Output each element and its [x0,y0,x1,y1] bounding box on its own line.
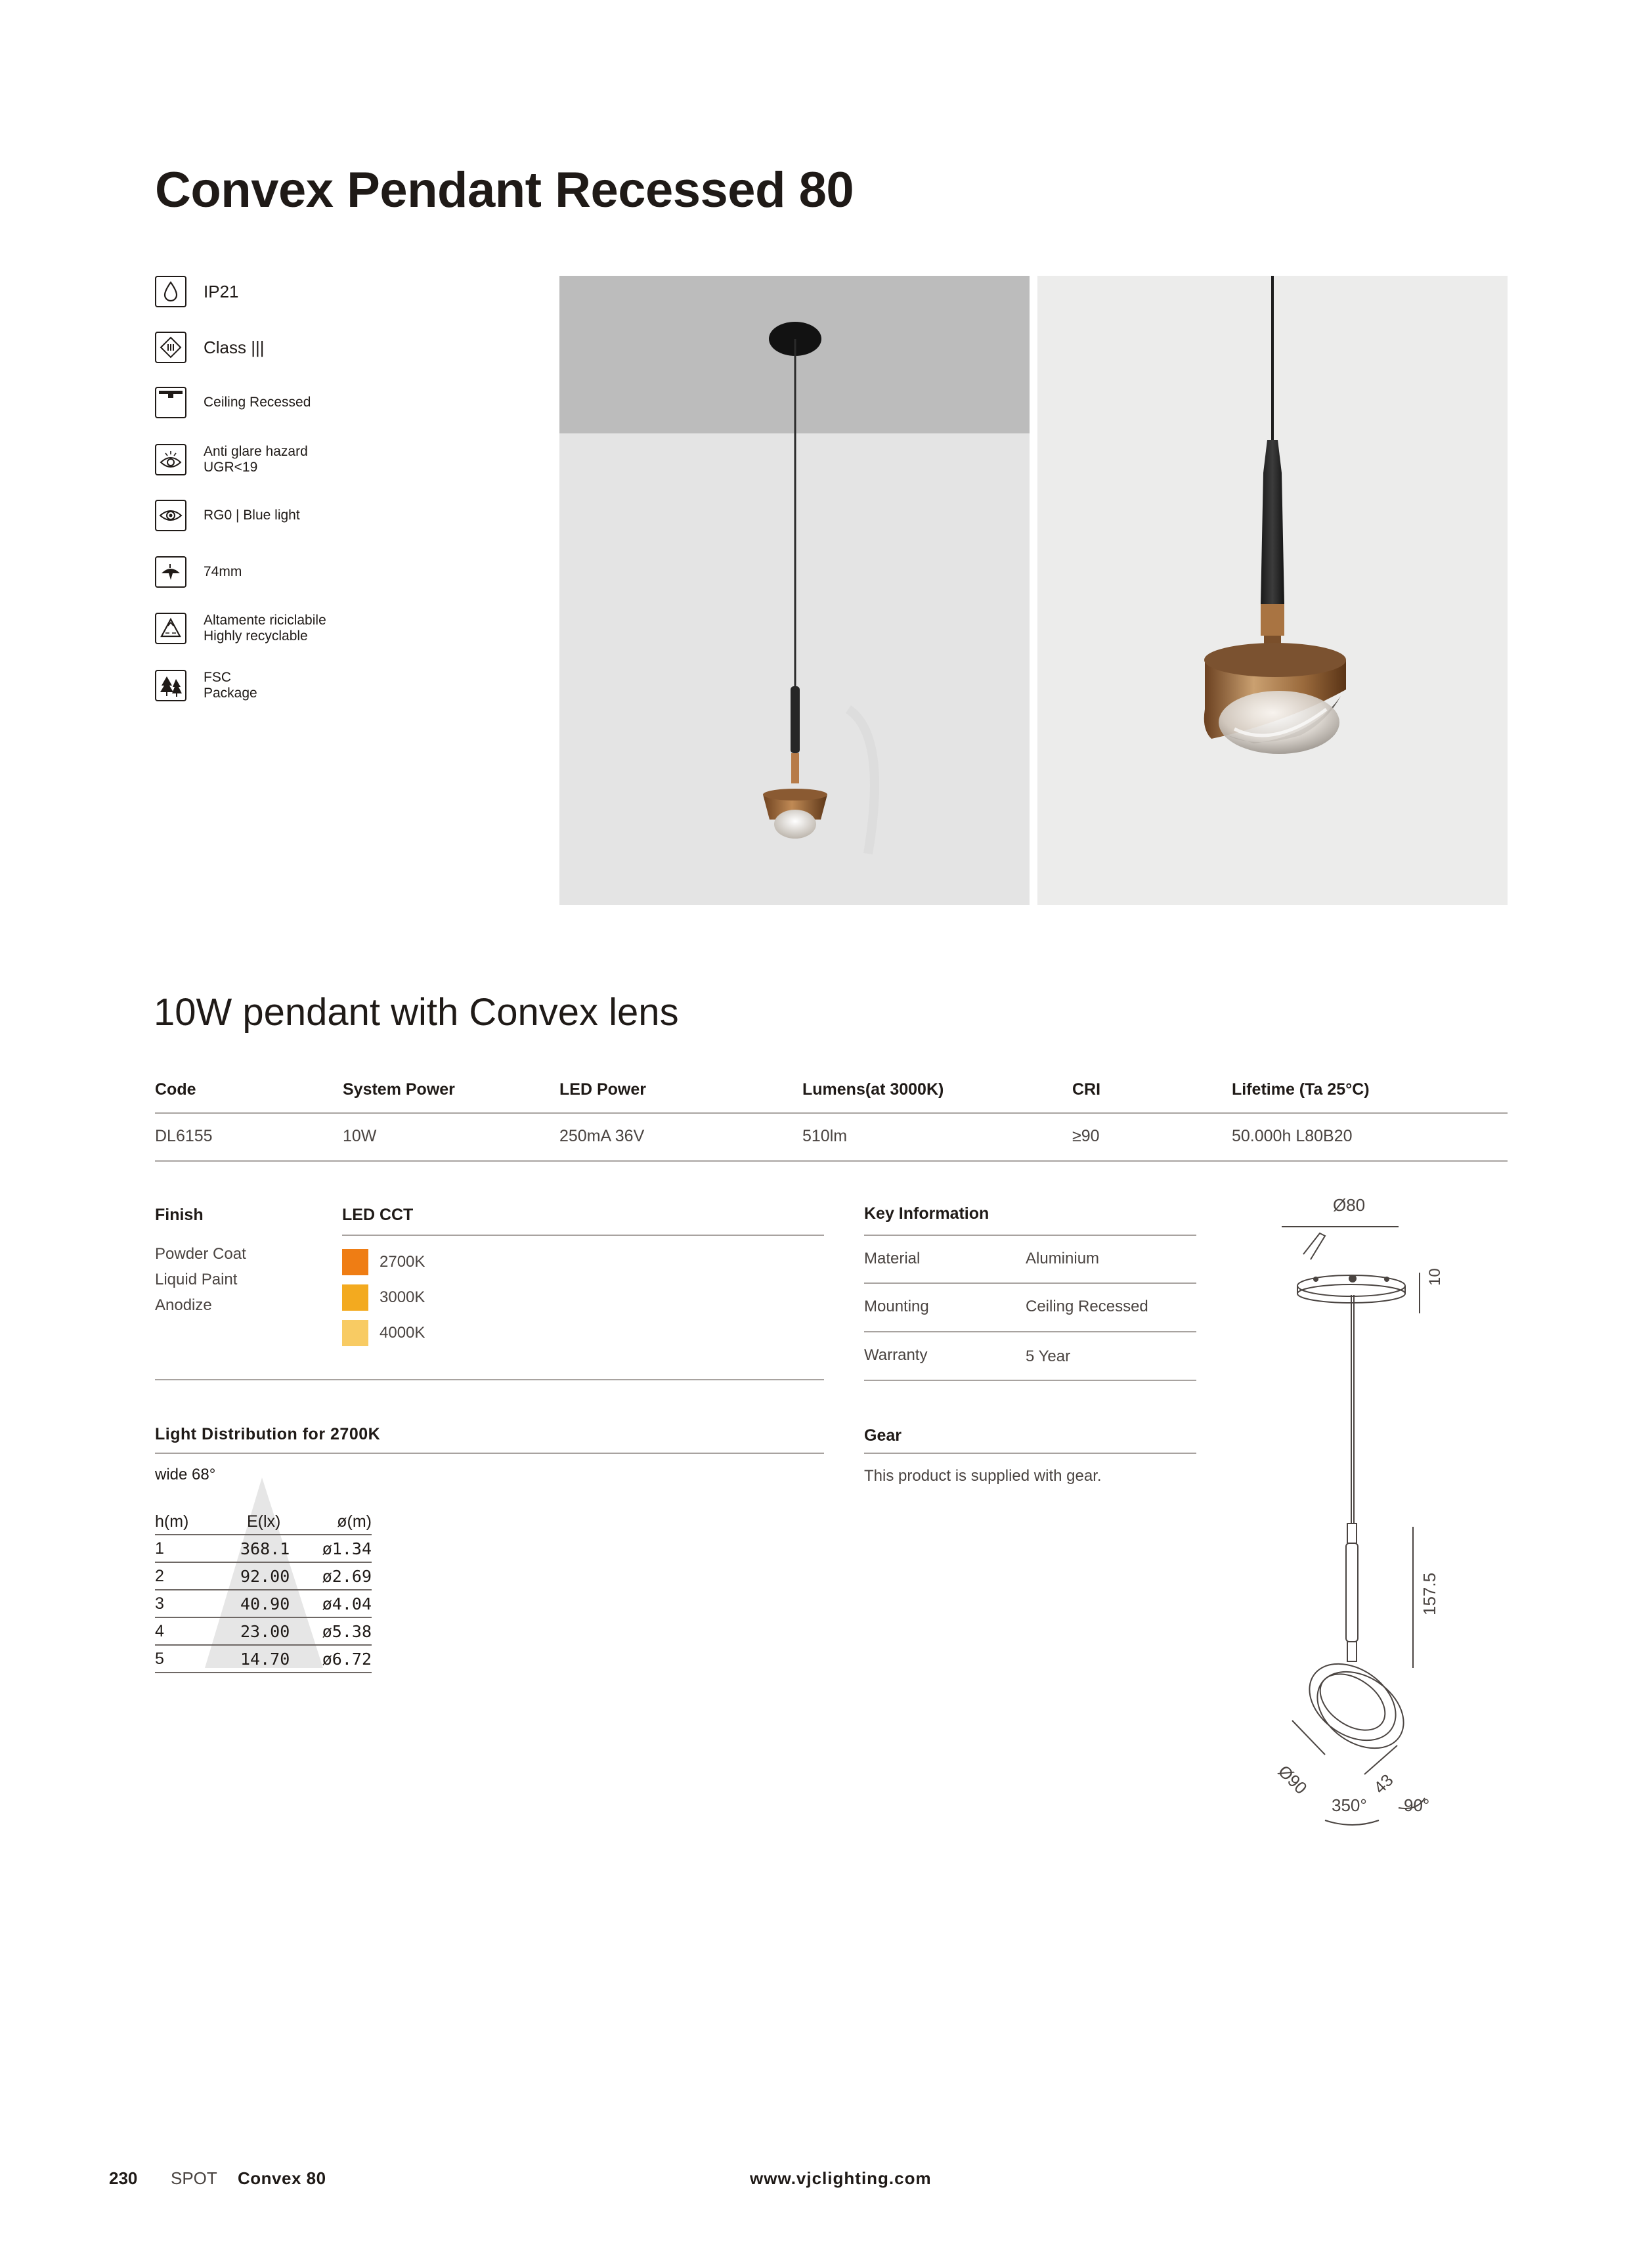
key-info-label: Warranty [864,1346,928,1364]
feature-blue-light [155,497,523,534]
divider [864,1331,1196,1332]
dimension-head-depth: 43 [1370,1770,1397,1798]
table-row [155,1644,372,1672]
illuminance-value: 92.00 [240,1567,290,1586]
height-value: 5 [155,1650,164,1668]
height-value: 3 [155,1594,164,1613]
beam-angle: wide 68° [155,1466,216,1483]
dimension-length: 157.5 [1420,1572,1439,1615]
product-photo-installed [559,276,1030,905]
beam-icon [155,556,186,588]
led-cct-heading: LED CCT [342,1206,414,1224]
table-cell: 10W [343,1127,377,1145]
column-header: h(m) [155,1512,189,1531]
eye-icon [155,500,186,531]
water-drop-icon [155,276,186,307]
key-info-value: Aluminium [1026,1250,1100,1267]
dimension-head-diameter: Ø90 [1274,1761,1311,1798]
diameter-value: ø2.69 [322,1567,372,1586]
table-row [155,1589,372,1617]
finish-item: Liquid Paint [155,1271,238,1288]
column-header: LED Power [559,1080,646,1099]
table-cell: 50.000h L80B20 [1232,1127,1353,1145]
divider [864,1380,1196,1381]
dimension-canopy-height: 10 [1426,1268,1444,1286]
column-header: ø(m) [337,1512,372,1531]
divider [155,1112,1508,1114]
light-distribution-header [155,1507,372,1535]
feature-recyclable [155,610,523,647]
divider [342,1235,824,1236]
feature-label: Altamente riciclabile [204,613,326,628]
illuminance-value: 368.1 [240,1539,290,1558]
feature-class [155,329,523,366]
footer-category: SPOT [171,2168,217,2188]
light-distribution-heading: Light Distribution for 2700K [155,1425,381,1443]
key-info-value: 5 Year [1026,1348,1071,1365]
finish-item: Powder Coat [155,1245,246,1263]
diameter-value: ø6.72 [322,1650,372,1669]
recycle-icon [155,613,186,644]
divider [155,1160,1508,1162]
feature-label: FSC [204,670,231,685]
diameter-value: ø4.04 [322,1594,372,1613]
feature-label: Anti glare hazard [204,444,308,459]
divider [864,1282,1196,1284]
table-cell: ≥90 [1072,1127,1100,1145]
divider [864,1235,1196,1236]
key-info-heading: Key Information [864,1204,989,1223]
table-cell: 250mA 36V [559,1127,645,1145]
page-number: 230 [109,2168,138,2188]
feature-anti-glare [155,441,523,478]
dimension-top-diameter: Ø80 [1333,1195,1366,1215]
feature-label: Class ||| [204,338,265,357]
illuminance-value: 14.70 [240,1650,290,1669]
feature-label: Ceiling Recessed [204,395,311,410]
illuminance-value: 40.90 [240,1594,290,1613]
page-title: Convex Pendant Recessed 80 [155,162,854,218]
cct-swatch-4000k [342,1320,368,1346]
feature-ceiling-recessed [155,384,523,421]
divider [155,1379,824,1380]
feature-label: RG0 | Blue light [204,508,300,523]
column-header: System Power [343,1080,455,1099]
anti-glare-icon [155,444,186,475]
rotation-angle: 350° [1332,1795,1367,1815]
height-value: 2 [155,1567,164,1585]
column-header: Code [155,1080,196,1099]
illuminance-value: 23.00 [240,1622,290,1641]
height-value: 1 [155,1539,164,1558]
ceiling-recessed-icon [155,387,186,418]
feature-label: IP21 [204,282,239,301]
table-row [155,1617,372,1644]
column-header: Lifetime (Ta 25°C) [1232,1080,1370,1099]
key-info-value: Ceiling Recessed [1026,1298,1148,1315]
finish-heading: Finish [155,1206,204,1224]
feature-beam [155,554,523,590]
diameter-value: ø1.34 [322,1539,372,1558]
column-header: Lumens(at 3000K) [802,1080,944,1099]
table-row [155,1562,372,1589]
feature-label-secondary: UGR<19 [204,460,258,475]
cct-label: 3000K [380,1288,425,1306]
table-row [155,1534,372,1562]
feature-label-secondary: Highly recyclable [204,628,308,644]
product-subtitle: 10W pendant with Convex lens [154,991,679,1034]
feature-label: 74mm [204,564,242,579]
class-three-icon [155,332,186,363]
divider [155,1672,372,1673]
key-info-label: Material [864,1250,921,1267]
feature-ip21 [155,273,523,310]
cct-label: 2700K [380,1253,425,1271]
trees-icon [155,670,186,701]
technical-drawing [1248,1195,1484,1845]
column-header: CRI [1072,1080,1101,1099]
finish-item: Anodize [155,1296,212,1314]
tilt-angle: 90° [1404,1795,1430,1815]
table-cell: DL6155 [155,1127,213,1145]
key-info-label: Mounting [864,1298,929,1315]
diameter-value: ø5.38 [322,1622,372,1641]
divider [155,1453,824,1454]
cct-label: 4000K [380,1324,425,1342]
footer-website: www.vjclighting.com [750,2168,932,2188]
cct-swatch-3000k [342,1284,368,1311]
footer-product: Convex 80 [238,2168,326,2188]
gear-text: This product is supplied with gear. [864,1467,1102,1485]
cct-swatch-2700k [342,1249,368,1275]
height-value: 4 [155,1622,164,1640]
gear-heading: Gear [864,1426,902,1445]
divider [864,1453,1196,1454]
table-cell: 510lm [802,1127,848,1145]
feature-fsc [155,667,523,704]
product-photo-closeup [1037,276,1508,905]
feature-label-secondary: Package [204,686,257,701]
column-header: E(lx) [247,1512,281,1531]
